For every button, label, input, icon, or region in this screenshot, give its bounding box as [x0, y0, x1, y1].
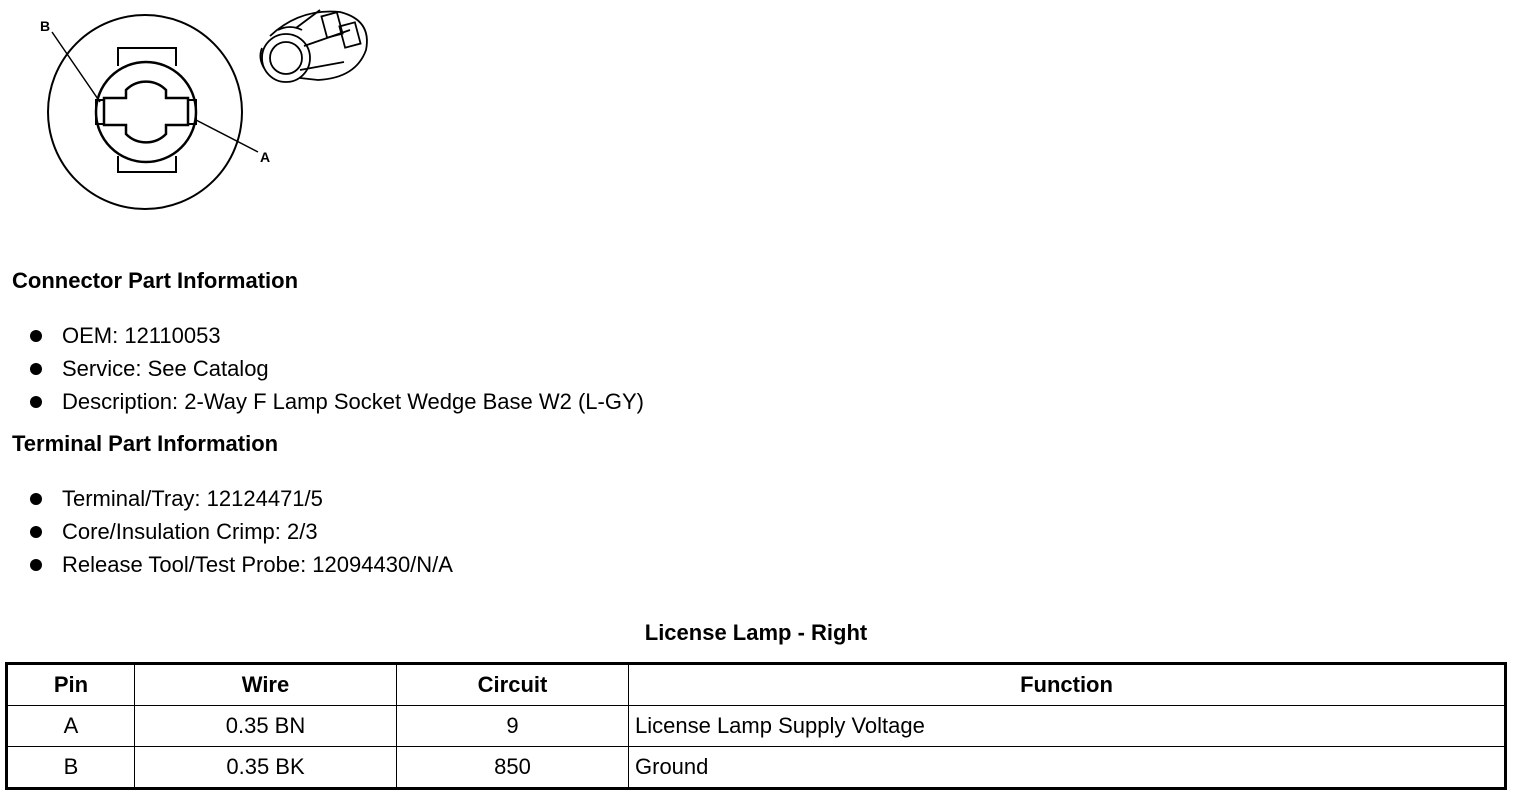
connector-inner-ring	[96, 62, 196, 162]
list-item-text: OEM: 12110053	[62, 323, 221, 348]
connector-top-tab	[118, 48, 176, 66]
connector-part-list	[0, 319, 644, 418]
table-row	[7, 747, 1506, 789]
list-item	[0, 319, 644, 352]
cell-pin: A	[7, 706, 135, 747]
list-item-text: Description: 2-Way F Lamp Socket Wedge Base W2 (L-GY)	[62, 389, 644, 414]
list-item-text: Core/Insulation Crimp: 2/3	[62, 519, 318, 544]
bullet-icon	[30, 493, 42, 505]
socket-cavity	[104, 82, 188, 143]
cell-circuit: 850	[397, 747, 629, 789]
pinout-table	[5, 662, 1507, 790]
cell-wire: 0.35 BK	[135, 747, 397, 789]
column-header-wire: Wire	[135, 664, 397, 706]
bullet-icon	[30, 330, 42, 342]
list-item-text: Terminal/Tray: 12124471/5	[62, 486, 323, 511]
pin-label-a: A	[260, 149, 271, 165]
list-item	[0, 352, 644, 385]
list-item	[0, 482, 453, 515]
connector-part-heading: Connector Part Information	[12, 268, 299, 293]
list-item-text: Service: See Catalog	[62, 356, 269, 381]
connector-illustration	[260, 10, 367, 82]
column-header-circuit: Circuit	[397, 664, 629, 706]
bullet-icon	[30, 526, 42, 538]
connector-diagram	[0, 0, 400, 225]
bullet-icon	[30, 559, 42, 571]
table-header-row	[7, 664, 1506, 706]
cell-function: License Lamp Supply Voltage	[629, 706, 1506, 747]
list-item	[0, 515, 453, 548]
terminal-part-heading: Terminal Part Information	[12, 431, 279, 456]
column-header-pin: Pin	[7, 664, 135, 706]
list-item	[0, 548, 453, 581]
connector-face-outer	[48, 15, 242, 209]
list-item	[0, 385, 644, 418]
list-item-text: Release Tool/Test Probe: 12094430/N/A	[62, 552, 453, 577]
terminal-part-list	[0, 482, 453, 581]
table-title: License Lamp - Right	[644, 620, 868, 645]
leader-line-a	[196, 120, 258, 152]
cell-function: Ground	[629, 747, 1506, 789]
bullet-icon	[30, 363, 42, 375]
cell-circuit: 9	[397, 706, 629, 747]
column-header-function: Function	[629, 664, 1506, 706]
cell-wire: 0.35 BN	[135, 706, 397, 747]
bullet-icon	[30, 396, 42, 408]
cell-pin: B	[7, 747, 135, 789]
pin-label-b: B	[40, 18, 51, 34]
table-row	[7, 706, 1506, 747]
